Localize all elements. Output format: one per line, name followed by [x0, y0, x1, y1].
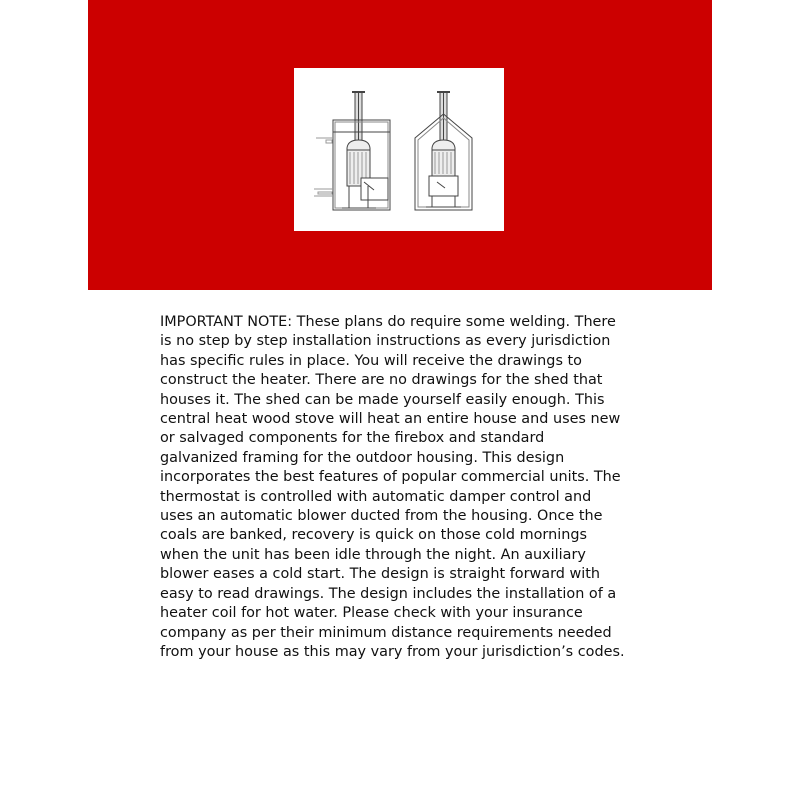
front-view	[314, 92, 390, 210]
side-view	[415, 92, 472, 210]
heater-drawing	[294, 68, 504, 231]
heater-schematic-svg	[294, 68, 504, 231]
important-note-text: IMPORTANT NOTE: These plans do require some welding. There is no step by step installation instructions as every jurisdiction has specific rules in place. You will receive the drawings to construct the heater. There are no drawings for the shed that houses it. The shed can be made yourself easily enough. This central heat wood stove will heat an entire house and uses new or salvaged components for the firebox and standard galvanized framing for the outdoor housing. This design incorporates the best features of popular commercial units. The thermostat is controlled with automatic damper control and uses an automatic blower ducted from the housing. Once the coals are banked, recovery is quick on those cold mornings when the unit has been idle through the night. An auxiliary blower eases a cold start. The design is straight forward with easy to read drawings. The design includes the installation of a heater coil for hot water. Please check with your insurance company as per their minimum distance requirements needed from your house as this may vary from your jurisdiction’s codes.	[160, 314, 625, 660]
